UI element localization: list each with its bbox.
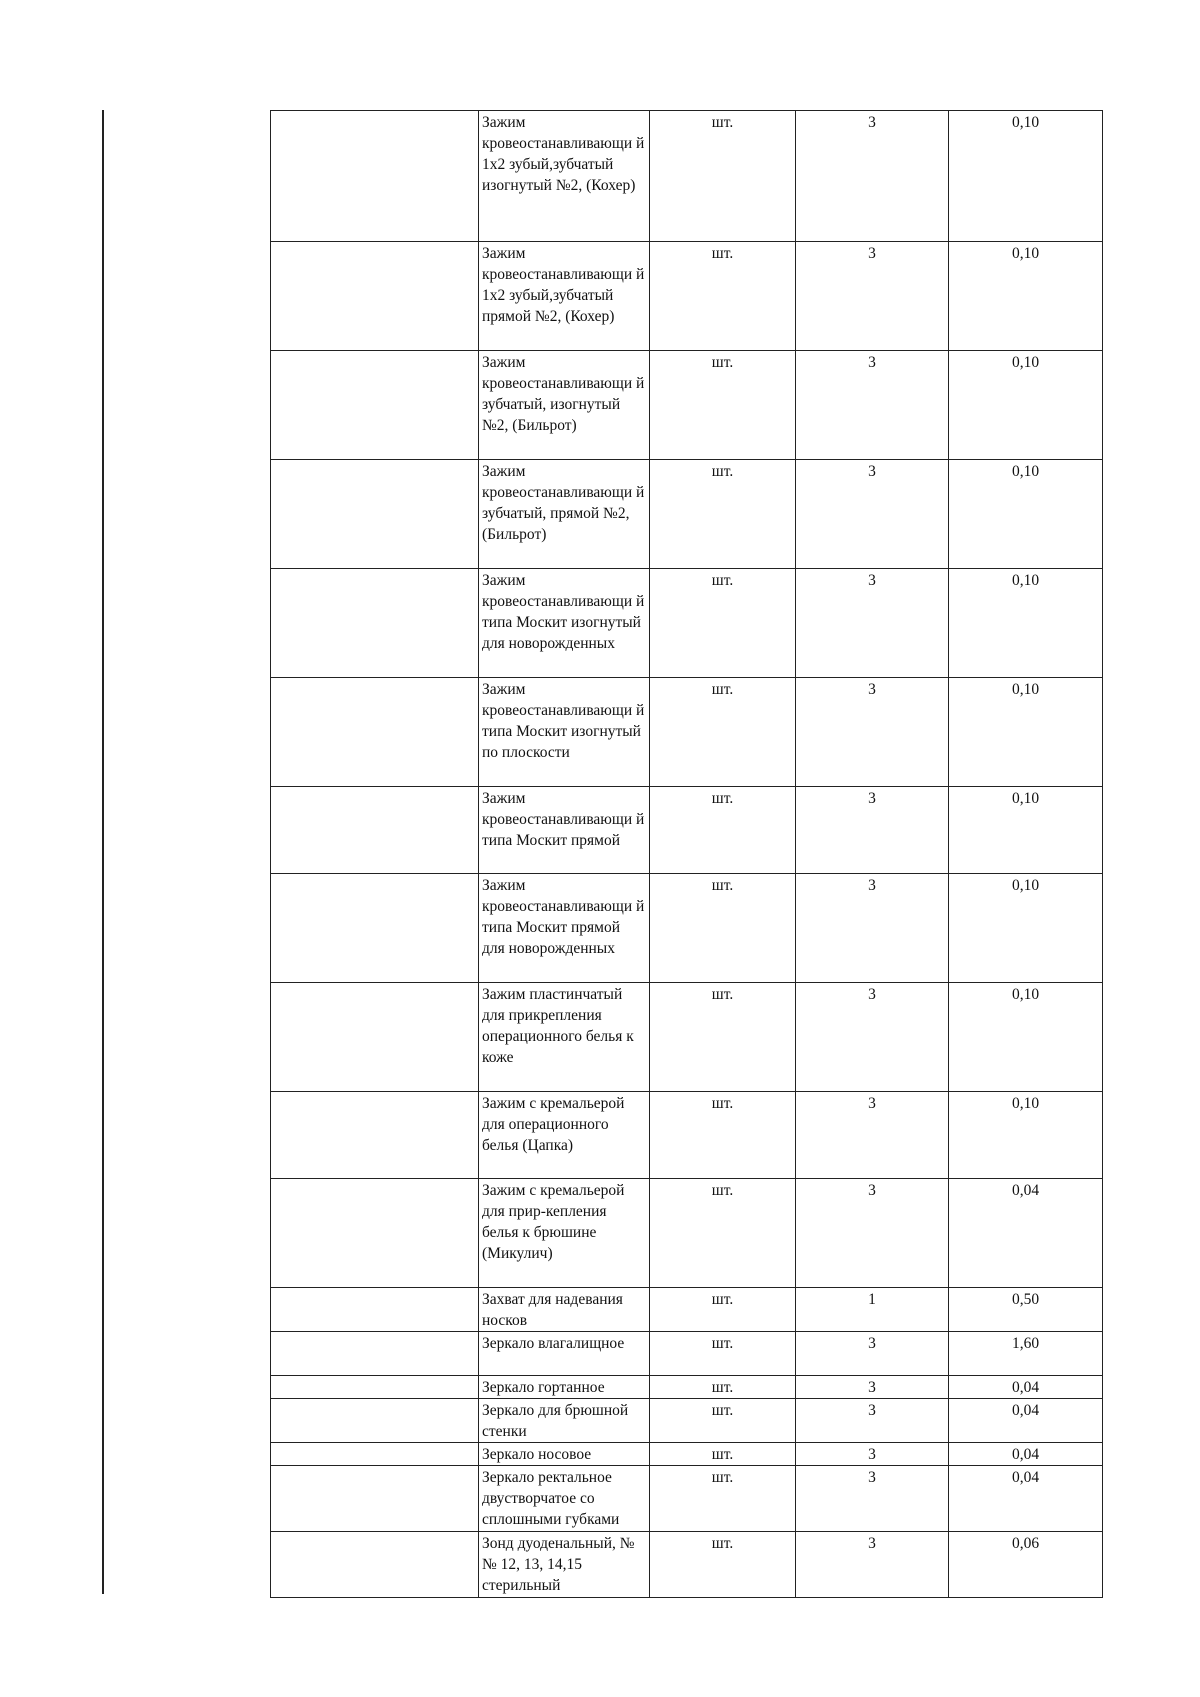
- item-name: Зажим кровеостанавливающи й типа Москит прямой для новорожденных: [479, 874, 650, 983]
- table-row: [271, 678, 1103, 787]
- table-row: [271, 1443, 1103, 1466]
- item-value: 0,50: [949, 1288, 1103, 1332]
- item-unit: шт.: [650, 242, 796, 351]
- blank-cell: [271, 874, 479, 983]
- item-qty: 3: [796, 1332, 949, 1376]
- table-row: [271, 1376, 1103, 1399]
- item-name: Зажим с кремальерой для операционного белья (Цапка): [479, 1092, 650, 1179]
- item-unit: шт.: [650, 678, 796, 787]
- item-name: Зажим пластинчатый для прикрепления операционного белья к коже: [479, 983, 650, 1092]
- table-row: [271, 242, 1103, 351]
- blank-cell: [271, 242, 479, 351]
- item-value: 0,04: [949, 1443, 1103, 1466]
- item-name: Зажим кровеостанавливающи й 1х2 зубый,зубчатый изогнутый №2, (Кохер): [479, 111, 650, 242]
- item-qty: 3: [796, 1466, 949, 1532]
- table-row: [271, 1332, 1103, 1376]
- item-value: 0,04: [949, 1376, 1103, 1399]
- item-qty: 3: [796, 1376, 949, 1399]
- item-name: Зажим кровеостанавливающи й 1х2 зубый,зубчатый прямой №2, (Кохер): [479, 242, 650, 351]
- table-row: [271, 1288, 1103, 1332]
- blank-cell: [271, 569, 479, 678]
- blank-cell: [271, 111, 479, 242]
- item-name: Зажим кровеостанавливающи й типа Москит изогнутый по плоскости: [479, 678, 650, 787]
- item-name: Зажим с кремальерой для прир-кепления белья к брюшине (Микулич): [479, 1179, 650, 1288]
- blank-cell: [271, 1092, 479, 1179]
- equipment-table: [270, 110, 1103, 1598]
- item-unit: шт.: [650, 1532, 796, 1598]
- item-qty: 3: [796, 787, 949, 874]
- table-row: [271, 111, 1103, 242]
- item-name: Зажим кровеостанавливающи й зубчатый, прямой №2, (Бильрот): [479, 460, 650, 569]
- item-qty: 3: [796, 1179, 949, 1288]
- table-row: [271, 351, 1103, 460]
- blank-cell: [271, 1179, 479, 1288]
- table-row: [271, 569, 1103, 678]
- item-unit: шт.: [650, 983, 796, 1092]
- item-unit: шт.: [650, 874, 796, 983]
- table-row: [271, 983, 1103, 1092]
- blank-cell: [271, 983, 479, 1092]
- blank-cell: [271, 1466, 479, 1532]
- blank-cell: [271, 1376, 479, 1399]
- item-unit: шт.: [650, 569, 796, 678]
- item-value: 0,10: [949, 983, 1103, 1092]
- item-qty: 3: [796, 1399, 949, 1443]
- item-name: Зеркало носовое: [479, 1443, 650, 1466]
- item-unit: шт.: [650, 351, 796, 460]
- item-name: Зеркало для брюшной стенки: [479, 1399, 650, 1443]
- blank-cell: [271, 1332, 479, 1376]
- item-value: 0,10: [949, 678, 1103, 787]
- item-name: Зажим кровеостанавливающи й типа Москит прямой: [479, 787, 650, 874]
- item-unit: шт.: [650, 1092, 796, 1179]
- item-unit: шт.: [650, 1332, 796, 1376]
- item-value: 0,04: [949, 1179, 1103, 1288]
- item-qty: 3: [796, 1532, 949, 1598]
- item-unit: шт.: [650, 1376, 796, 1399]
- item-value: 0,10: [949, 874, 1103, 983]
- item-name: Зеркало гортанное: [479, 1376, 650, 1399]
- table-row: [271, 1399, 1103, 1443]
- item-value: 0,10: [949, 1092, 1103, 1179]
- item-qty: 3: [796, 569, 949, 678]
- table-row: [271, 1532, 1103, 1598]
- item-value: 0,06: [949, 1532, 1103, 1598]
- item-value: 1,60: [949, 1332, 1103, 1376]
- table-row: [271, 460, 1103, 569]
- blank-cell: [271, 1532, 479, 1598]
- item-unit: шт.: [650, 787, 796, 874]
- item-name: Зеркало влагалищное: [479, 1332, 650, 1376]
- item-unit: шт.: [650, 111, 796, 242]
- item-qty: 3: [796, 351, 949, 460]
- item-qty: 3: [796, 983, 949, 1092]
- blank-cell: [271, 787, 479, 874]
- item-unit: шт.: [650, 1179, 796, 1288]
- item-value: 0,10: [949, 460, 1103, 569]
- item-qty: 3: [796, 460, 949, 569]
- table-row: [271, 1179, 1103, 1288]
- left-margin-rule: [102, 110, 104, 1594]
- table-row: [271, 1466, 1103, 1532]
- item-value: 0,10: [949, 569, 1103, 678]
- item-qty: 3: [796, 111, 949, 242]
- item-value: 0,10: [949, 787, 1103, 874]
- item-name: Зонд дуоденальный, №№ 12, 13, 14,15 стерильный: [479, 1532, 650, 1598]
- table-row: [271, 787, 1103, 874]
- blank-cell: [271, 1288, 479, 1332]
- item-qty: 3: [796, 1443, 949, 1466]
- item-qty: 3: [796, 874, 949, 983]
- item-unit: шт.: [650, 1443, 796, 1466]
- item-qty: 3: [796, 1092, 949, 1179]
- blank-cell: [271, 351, 479, 460]
- item-qty: 3: [796, 242, 949, 351]
- item-qty: 1: [796, 1288, 949, 1332]
- item-name: Зажим кровеостанавливающи й типа Москит изогнутый для новорожденных: [479, 569, 650, 678]
- item-unit: шт.: [650, 1466, 796, 1532]
- item-value: 0,04: [949, 1466, 1103, 1532]
- item-name: Зажим кровеостанавливающи й зубчатый, изогнутый №2, (Бильрот): [479, 351, 650, 460]
- item-qty: 3: [796, 678, 949, 787]
- item-value: 0,10: [949, 111, 1103, 242]
- item-name: Захват для надевания носков: [479, 1288, 650, 1332]
- blank-cell: [271, 1399, 479, 1443]
- item-name: Зеркало ректальное двустворчатое со сплошными губками: [479, 1466, 650, 1532]
- item-value: 0,10: [949, 351, 1103, 460]
- item-unit: шт.: [650, 460, 796, 569]
- item-value: 0,10: [949, 242, 1103, 351]
- blank-cell: [271, 678, 479, 787]
- blank-cell: [271, 460, 479, 569]
- table-row: [271, 874, 1103, 983]
- item-value: 0,04: [949, 1399, 1103, 1443]
- table-row: [271, 1092, 1103, 1179]
- item-unit: шт.: [650, 1288, 796, 1332]
- blank-cell: [271, 1443, 479, 1466]
- item-unit: шт.: [650, 1399, 796, 1443]
